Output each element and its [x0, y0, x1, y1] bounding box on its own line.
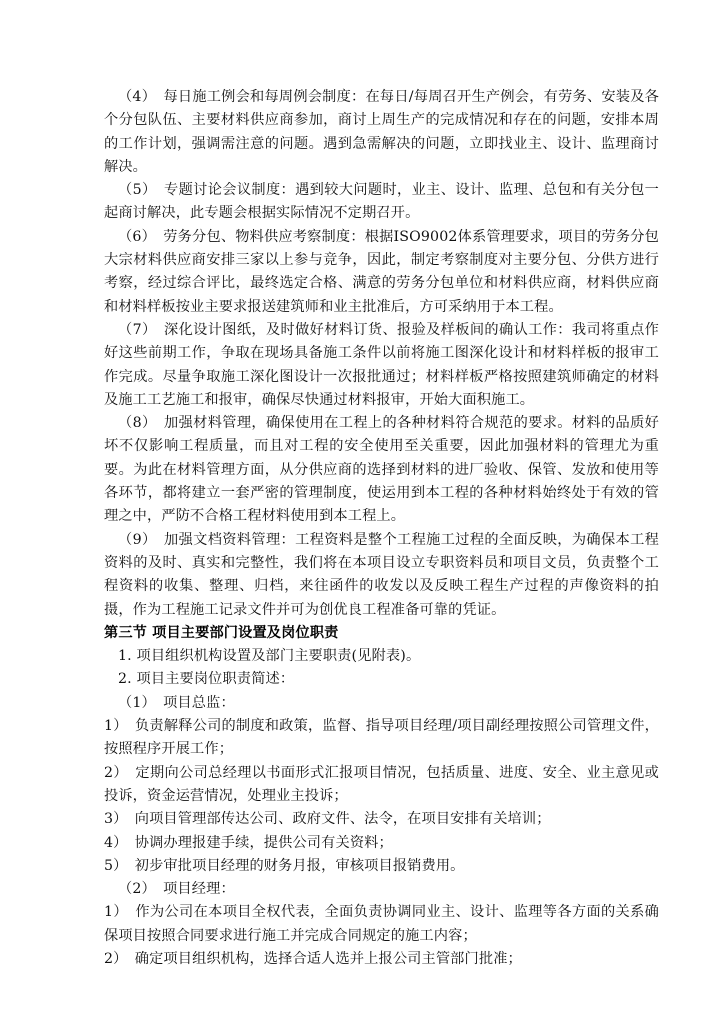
paragraph-document-management: （9） 加强文档资料管理：工程资料是整个工程施工过程的全面反映，为确保本工程资料的及时、真实和完整性，我们将在本项目设立专职资料员和项目文员，负责整个工程资料的收集、整理、归档，来往函件的收发以及反映工程生产过程的声像资料的拍摄，作为工程施工记录文件并可为创优良工程准备可靠的凭证。 — [104, 531, 659, 618]
list-item-director-duty-3: 3） 向项目管理部传达公司、政府文件、法令，在项目安排有关培训； — [104, 811, 551, 828]
paragraph-daily-weekly-meeting: （4） 每日施工例会和每周例会制度：在每日/每周召开生产例会，有劳务、安装及各个分包队伍、主要材料供应商参加，商讨上周生产的完成情况和存在的问题，安排本周的工作计划，强调需注意的问题。遇到急需解决的问题，立即找业主、设计、监理商讨解决。 — [104, 89, 659, 175]
list-item-director-duty-1: 1） 负责解释公司的制度和政策，监督、指导项目经理/项目副经理按照公司管理文件，按照程序开展工作； — [104, 718, 659, 758]
paragraph-detailed-design: （7） 深化设计图纸，及时做好材料订货、报验及样板间的确认工作：我司将重点作好这些前期工作，争取在现场具备施工条件以前将施工图深化设计和材料样板的报审工作完成。尽量争取施工深化图设计一次报批通过；材料样板严格按照建筑师确定的材料及施工工艺施工和报审，确保尽快通过材料报审，开始大面积施工。 — [104, 321, 659, 408]
paragraph-material-management: （8） 加强材料管理，确保使用在工程上的各种材料符合规范的要求。材料的品质好坏不仅影响工程质量，而且对工程的安全使用至关重要，因此加强材料的管理尤为重要。为此在材料管理方面，从分供应商的选择到材料的进厂验收、保管、发放和使用等各环节，都将建立一套严密的管理制度，使运用到本工程的各种材料始终处于有效的管理之中，严防不合格工程材料使用到本工程上。 — [104, 415, 659, 525]
list-item-director-duty-2: 2） 定期向公司总经理以书面形式汇报项目情况，包括质量、进度、安全、业主意见或投诉，资金运营情况，处理业主投诉； — [104, 764, 659, 804]
list-item-manager-duty-2: 2） 确定项目组织机构，选择合适人选并上报公司主管部门批准； — [104, 950, 522, 967]
list-item-project-manager: （2） 项目经理： — [118, 881, 235, 898]
document-body — [104, 86, 659, 971]
list-item-position-duties: 2. 项目主要岗位职责简述： — [118, 671, 295, 688]
list-item-org-structure: 1. 项目组织机构设置及部门主要职责(见附表)。 — [118, 648, 421, 665]
paragraph-subcontract-inspection: （6） 劳务分包、物料供应考察制度：根据ISO9002体系管理要求，项目的劳务分包大宗材料供应商安排三家以上参与竞争，因此，制定考察制度对主要分包、分供方进行考察，经过综合评比，最终选定合格、满意的劳务分包单位和材料供应商，材料供应商和材料样板按业主要求报送建筑师和业主批准后，方可采纳用于本工程。 — [104, 228, 659, 315]
list-item-project-director: （1） 项目总监： — [118, 694, 235, 711]
paragraph-special-topic-meeting: （5） 专题讨论会议制度：遇到较大问题时，业主、设计、监理、总包和有关分包一起商讨解决，此专题会根据实际情况不定期召开。 — [104, 182, 659, 222]
section-title: 第三节 项目主要部门设置及岗位职责 — [104, 624, 339, 641]
list-item-director-duty-5: 5） 初步审批项目经理的财务月报，审核项目报销费用。 — [104, 857, 465, 874]
list-item-manager-duty-1: 1） 作为公司在本项目全权代表，全面负责协调同业主、设计、监理等各方面的关系确保项目按照合同要求进行施工并完成合同规定的施工内容； — [104, 904, 659, 944]
list-item-director-duty-4: 4） 协调办理报建手续，提供公司有关资料； — [104, 834, 393, 851]
